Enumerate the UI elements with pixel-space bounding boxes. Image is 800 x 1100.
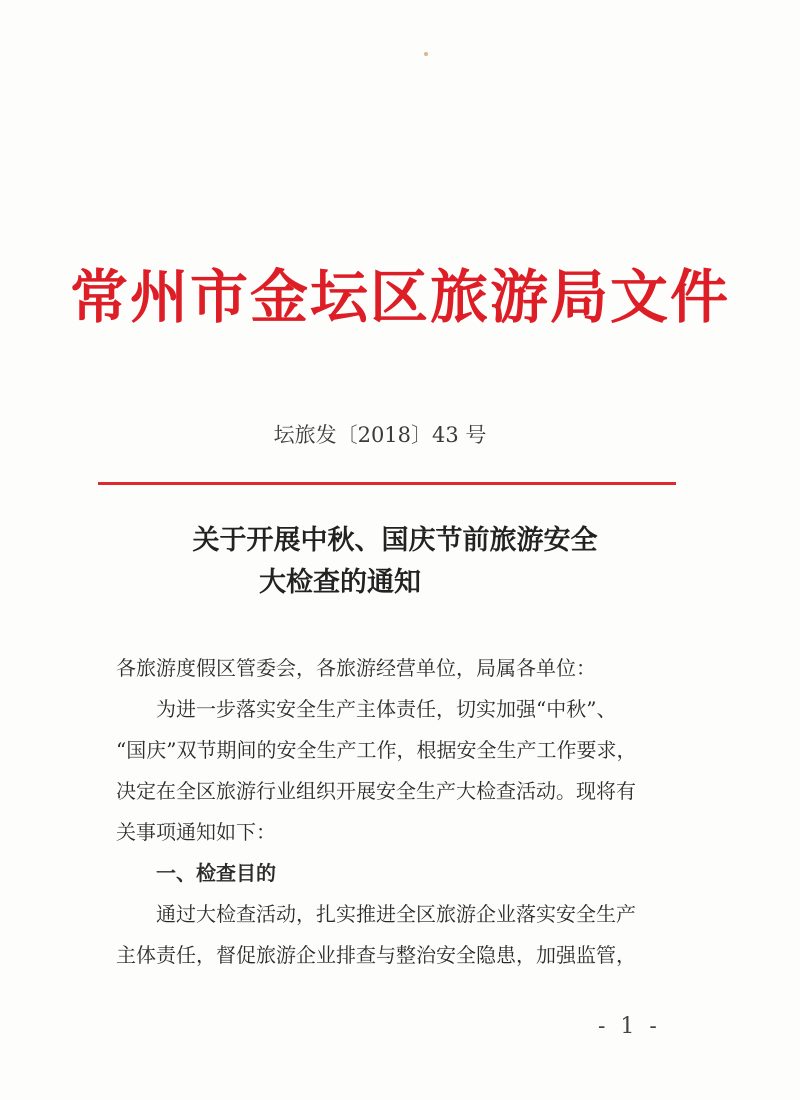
- salutation: 各旅游度假区管委会，各旅游经营单位，局属各单位：: [116, 656, 596, 680]
- paragraph-1-line-2: “国庆”双节期间的安全生产工作，根据安全生产工作要求，: [116, 738, 637, 762]
- paragraph-2-line-2: 主体责任，督促旅游企业排查与整治安全隐患，加强监管，: [116, 943, 636, 967]
- notice-title-line-2: 大检查的通知: [259, 567, 421, 598]
- paragraph-1-line-1: 为进一步落实安全生产主体责任，切实加强“中秋”、: [156, 697, 617, 721]
- document-number: 坛旅发〔2018〕43 号: [273, 423, 487, 447]
- page-number: - 1 -: [598, 1014, 661, 1039]
- document-body: [116, 648, 676, 976]
- notice-title: [0, 520, 800, 604]
- notice-title-line-1: 关于开展中秋、国庆节前旅游安全: [192, 525, 598, 556]
- issuing-authority-title: 常州市金坛区旅游局文件: [69, 263, 730, 331]
- paragraph-2-line-1: 通过大检查活动，扎实推进全区旅游企业落实安全生产: [156, 902, 636, 926]
- red-separator-line: [98, 482, 676, 485]
- paragraph-1-line-3: 决定在全区旅游行业组织开展安全生产大检查活动。现将有: [116, 779, 636, 803]
- paper-speck: [424, 52, 428, 56]
- section-1-heading: 一、检查目的: [156, 861, 276, 885]
- paragraph-1-line-4: 关事项通知如下：: [116, 820, 276, 844]
